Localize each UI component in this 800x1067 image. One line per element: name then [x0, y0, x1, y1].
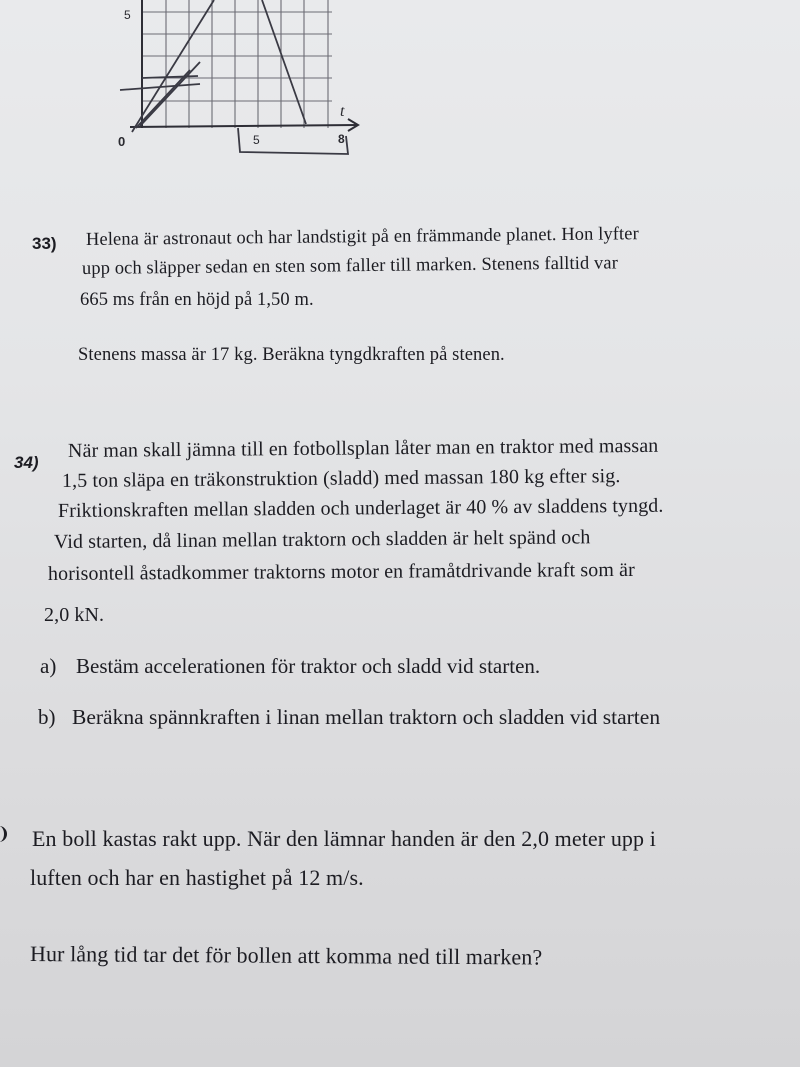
question-35-line-1: En boll kastas rakt upp. När den lämnar handen är den 2,0 meter upp i: [32, 826, 656, 851]
graph-grid: [142, 0, 332, 128]
graph-y-tick-label: 5: [124, 8, 131, 22]
graph-pencil-lines: [120, 0, 348, 154]
question-34b-text: Beräkna spännkraften i linan mellan traktorn och sladden vid starten: [72, 705, 661, 729]
question-34-line-4: Vid starten, då linan mellan traktorn och sladden är helt spänd och: [53, 526, 591, 553]
question-33-number: 33): [32, 234, 57, 253]
question-34-line-6: 2,0 kN.: [44, 604, 105, 626]
question-35-number-fragment: [0, 826, 7, 842]
question-33-line-2: upp och släpper sedan en sten som faller till marken. Stenens falltid var: [81, 253, 619, 279]
question-34-line-1: När man skall jämna till en fotbollsplan låter man en traktor med massan: [67, 434, 659, 462]
question-34a-label: a): [40, 654, 57, 678]
question-34-line-5: horisontell åstadkommer traktorns motor en framåtdrivande kraft som är: [47, 558, 635, 585]
question-34a-text: Bestäm accelerationen för traktor och sladd vid starten.: [76, 654, 541, 678]
question-33-line-1: Helena är astronaut och har landstigit på en främmande planet. Hon lyfter: [85, 224, 639, 250]
graph-t-axis-label: t: [340, 103, 345, 120]
graph-origin-label: 0: [118, 134, 126, 149]
question-35-line-3: Hur lång tid tar det för bollen att komma ned till marken?: [29, 941, 543, 970]
graph-x-axis-end-label: 8: [338, 132, 345, 146]
question-34-number: 34): [14, 453, 39, 472]
question-33-line-3: 665 ms från en höjd på 1,50 m.: [80, 290, 314, 310]
velocity-time-graph: [110, 0, 370, 160]
question-34-line-3: Friktionskraften mellan sladden och underlaget är 40 % av sladdens tyngd.: [57, 494, 664, 522]
question-34-line-2: 1,5 ton släpa en träkonstruktion (sladd) med massan 180 kg efter sig.: [61, 465, 621, 492]
question-35-line-2: luften och har en hastighet på 12 m/s.: [30, 865, 364, 890]
graph-axes: [130, 0, 358, 131]
question-34b-label: b): [38, 705, 56, 729]
graph-x-tick-label: 5: [253, 133, 260, 147]
question-33-line-4: Stenens massa är 17 kg. Beräkna tyngdkraften på stenen.: [78, 345, 505, 365]
